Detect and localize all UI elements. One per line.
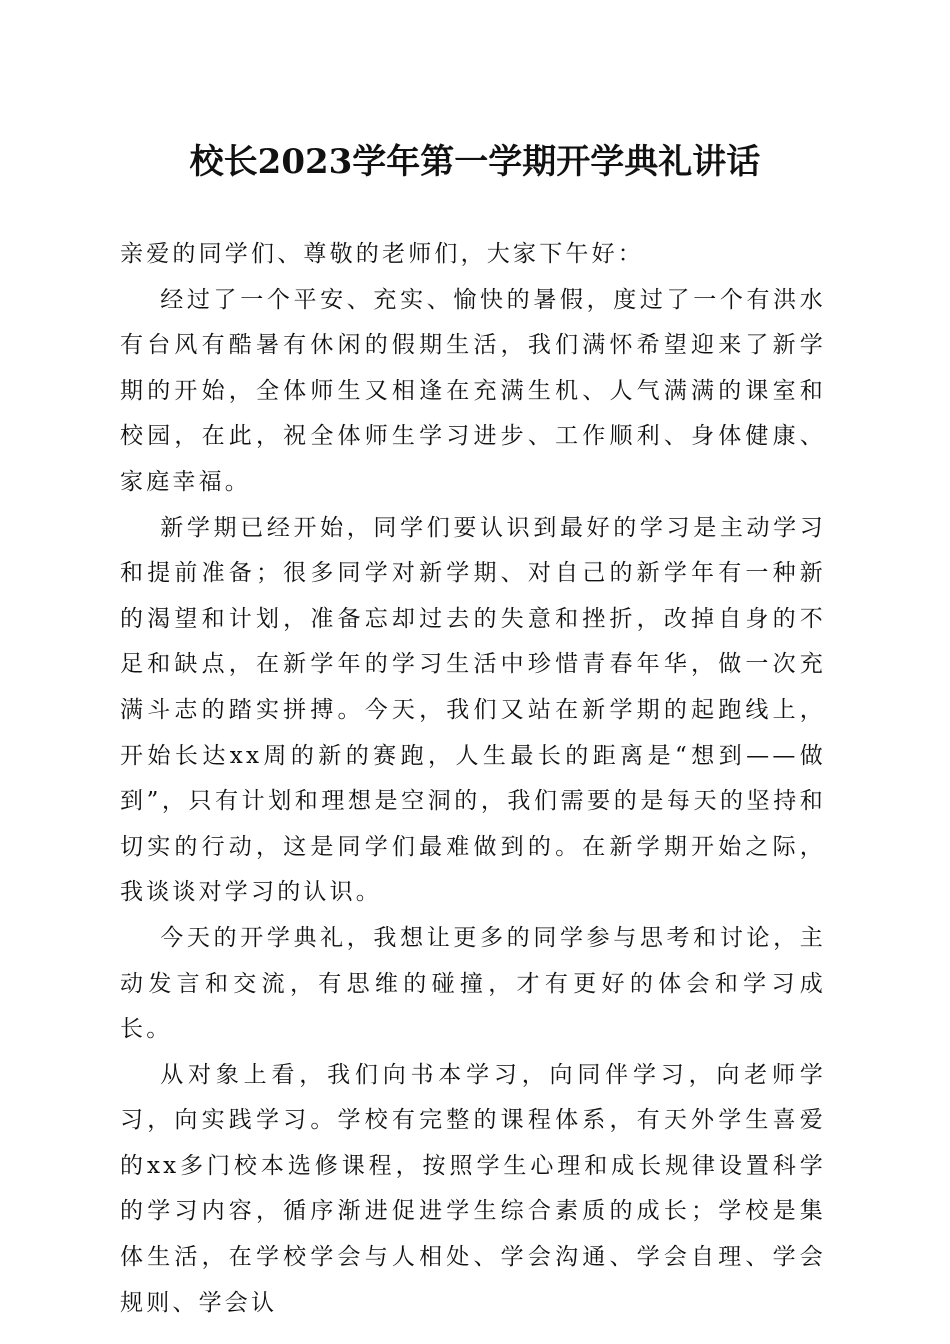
paragraph-3: 今天的开学典礼，我想让更多的同学参与思考和讨论，主动发言和交流，有思维的碰撞，才有更好的体会和学习成长。 (120, 924, 826, 1043)
document-title: 校长2023学年第一学期开学典礼讲话 (189, 142, 761, 182)
greeting-line: 亲爱的同学们、尊敬的老师们，大家下午好： (120, 241, 644, 267)
paragraph-1: 经过了一个平安、充实、愉快的暑假，度过了一个有洪水有台风有酷暑有休闲的假期生活，我们满怀希望迎来了新学期的开始，全体师生又相逢在充满生机、人气满满的课室和校园，在此，祝全体师生学习进步、工作顺利、身体健康、家庭幸福。 (120, 286, 826, 495)
document-body (120, 232, 826, 1326)
paragraph-4: 从对象上看，我们向书本学习，向同伴学习，向老师学习，向实践学习。学校有完整的课程体系，有天外学生喜爱的xx多门校本选修课程，按照学生心理和成长规律设置科学的学习内容，循序渐进促进学生综合素质的成长；学校是集体生活，在学校学会与人相处、学会沟通、学会自理、学会规则、学会认 (120, 1061, 826, 1316)
paragraph-2: 新学期已经开始，同学们要认识到最好的学习是主动学习和提前准备；很多同学对新学期、对自己的新学年有一种新的渴望和计划，准备忘却过去的失意和挫折，改掉自身的不足和缺点，在新学年的学习生活中珍惜青春年华，做一次充满斗志的踏实拼搏。今天，我们又站在新学期的起跑线上，开始长达xx周的新的赛跑，人生最长的距离是“想到——做到”，只有计划和理想是空洞的，我们需要的是每天的坚持和切实的行动，这是同学们最难做到的。在新学期开始之际，我谈谈对学习的认识。 (120, 514, 826, 906)
